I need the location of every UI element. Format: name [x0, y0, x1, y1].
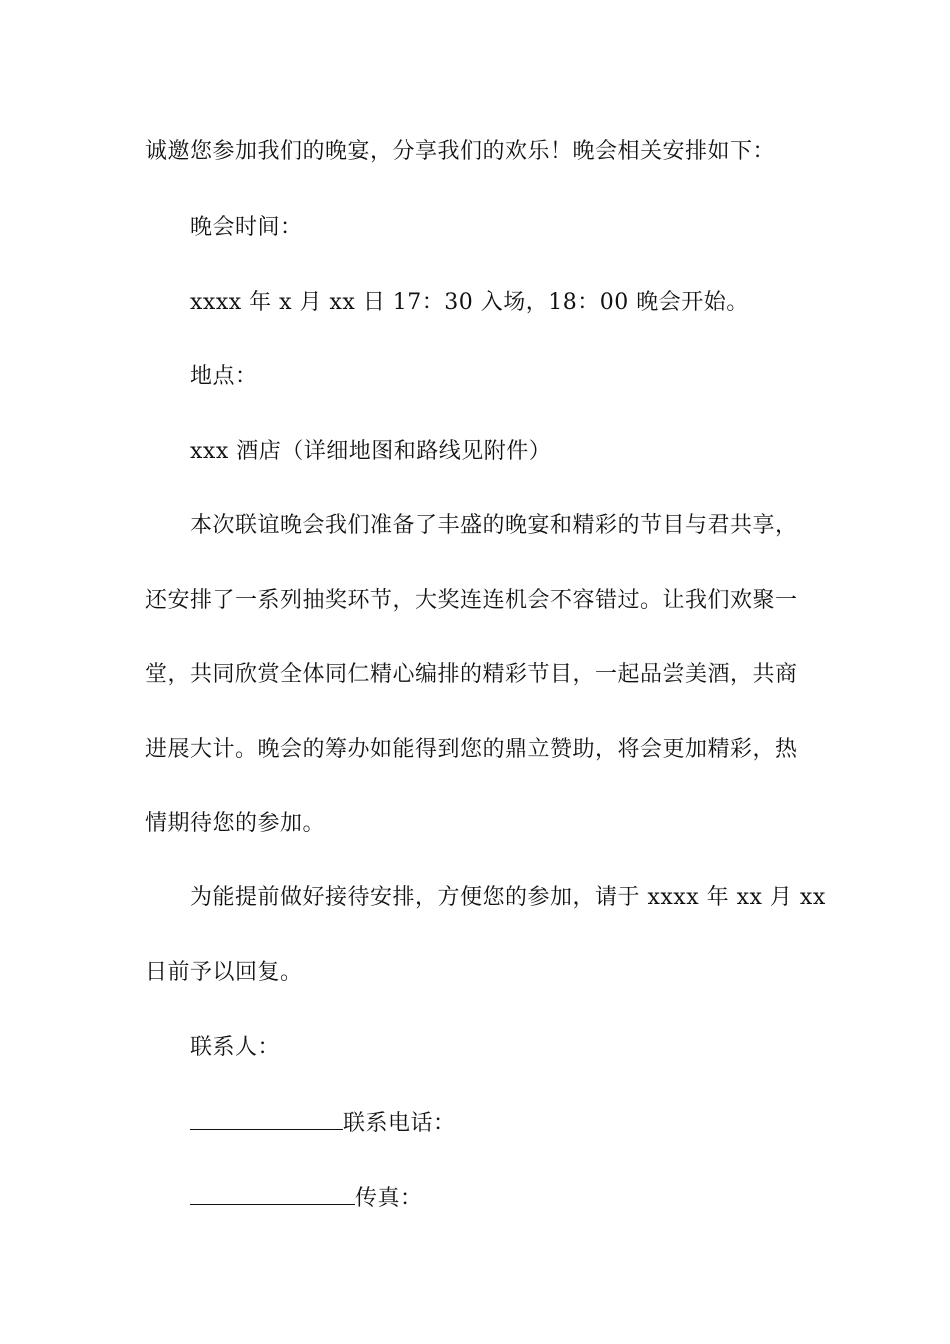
- body-paragraph-line-4: 进展大计。晚会的筹办如能得到您的鼎立赞助，将会更加精彩，热: [145, 737, 798, 762]
- rsvp-line-2: 日前予以回复。: [145, 960, 303, 985]
- location-heading: 地点：: [190, 364, 258, 389]
- contact-person-label: 联系人：: [190, 1035, 281, 1060]
- phone-label: 联系电话：: [343, 1111, 456, 1136]
- body-paragraph-line-5: 情期待您的参加。: [145, 811, 326, 836]
- body-paragraph-line-3: 堂，共同欣赏全体同仁精心编排的精彩节目，一起品尝美酒，共商: [145, 662, 798, 687]
- location-detail: xxx 酒店（详细地图和路线见附件）: [190, 439, 552, 464]
- intro-line: 诚邀您参加我们的晚宴，分享我们的欢乐！晚会相关安排如下：: [145, 139, 776, 164]
- time-heading: 晚会时间：: [190, 215, 303, 240]
- fax-blank: [190, 1182, 355, 1205]
- rsvp-line-1: 为能提前做好接待安排，方便您的参加，请于 xxxx 年 xx 月 xx: [190, 885, 826, 910]
- phone-blank: [190, 1107, 343, 1130]
- body-paragraph-line-2: 还安排了一系列抽奖环节，大奖连连机会不容错过。让我们欢聚一: [145, 588, 798, 613]
- fax-line: [190, 1182, 423, 1214]
- fax-label: 传真：: [355, 1186, 423, 1211]
- phone-line: [190, 1107, 456, 1139]
- body-paragraph-line-1: 本次联谊晚会我们准备了丰盛的晚宴和精彩的节目与君共享，: [190, 513, 798, 538]
- time-detail: xxxx 年 x 月 xx 日 17：30 入场，18：00 晚会开始。: [190, 290, 749, 315]
